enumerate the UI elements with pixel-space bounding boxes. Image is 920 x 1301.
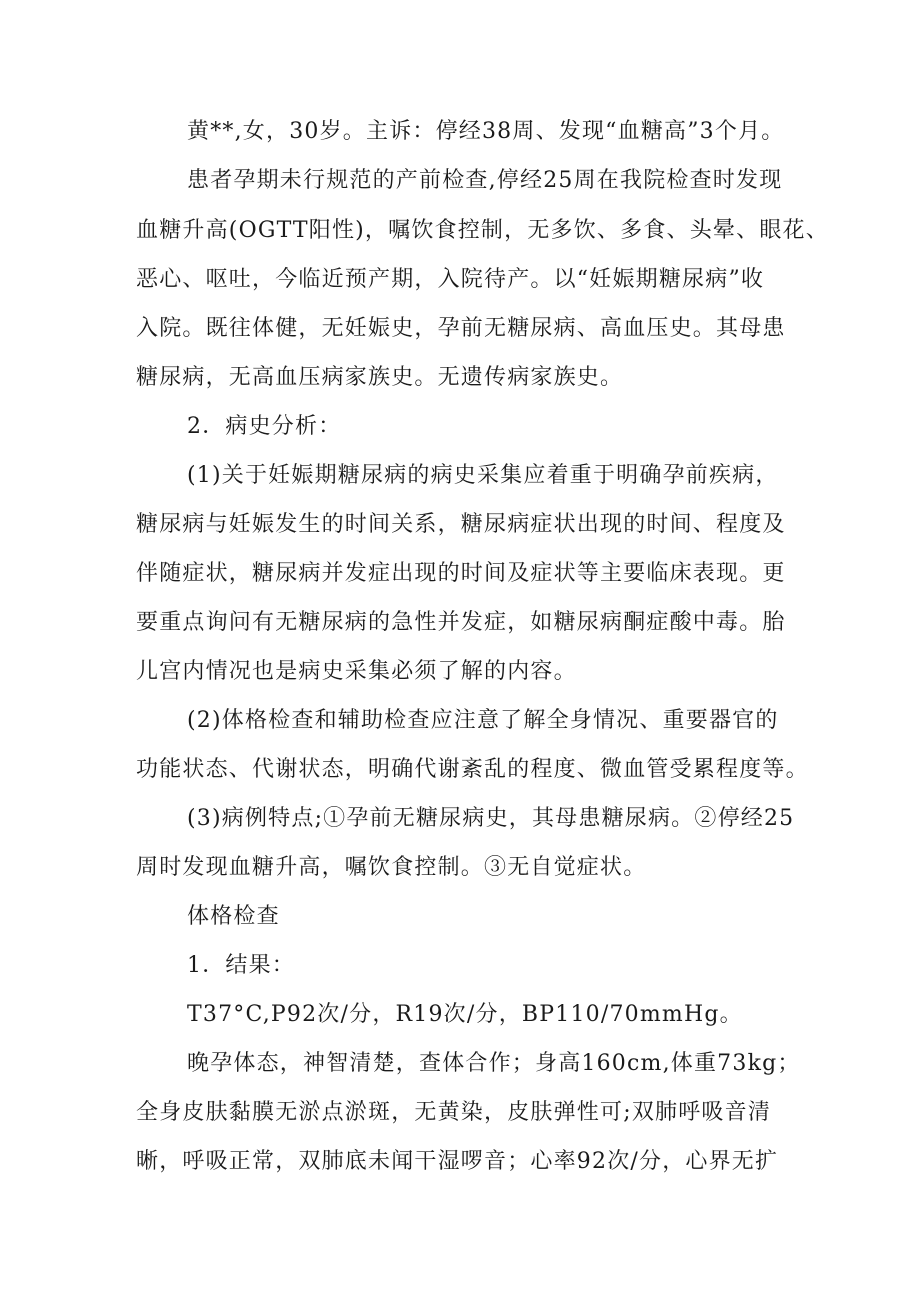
history-paragraph-line-2: 血糖升高(OGTT阳性)，嘱饮食控制，无多饮、多食、头晕、眼花、 (136, 218, 829, 243)
results-heading: 1．结果： (187, 953, 295, 978)
history-paragraph-line-3: 恶心、呕吐，今临近预产期，入院待产。以“妊娠期糖尿病”收 (136, 267, 765, 292)
analysis-point-3-line-1: (3)病例特点;①孕前无糖尿病史，其母患糖尿病。②停经25 (187, 806, 795, 831)
history-paragraph-line-5: 糖尿病，无高血压病家族史。无遗传病家族史。 (136, 365, 624, 390)
patient-intro-line: 黄**,女，30岁。主诉：停经38周、发现“血糖高”3个月。 (187, 119, 785, 144)
exam-paragraph-line-1: 晚孕体态，神智清楚，查体合作；身高160cm,体重73kg； (187, 1051, 801, 1076)
analysis-point-1-line-2: 糖尿病与妊娠发生的时间关系，糖尿病症状出现的时间、程度及 (136, 512, 786, 537)
vital-signs-line: T37°C,P92次/分，R19次/分，BP110/70mmHg。 (187, 1002, 743, 1027)
analysis-point-1-line-3: 伴随症状，糖尿病并发症出现的时间及症状等主要临床表现。更 (136, 561, 786, 586)
analysis-point-2-line-1: (2)体格检查和辅助检查应注意了解全身情况、重要器官的 (187, 708, 779, 733)
analysis-point-2-line-2: 功能状态、代谢状态，明确代谢紊乱的程度、微血管受累程度等。 (136, 757, 809, 782)
analysis-point-3-line-2: 周时发现血糖升高，嘱饮食控制。③无自觉症状。 (136, 855, 647, 880)
exam-paragraph-line-3: 晰，呼吸正常，双肺底未闻干湿啰音；心率92次/分，心界无扩 (136, 1149, 779, 1174)
history-paragraph-line-4: 入院。既往体健，无妊娠史，孕前无糖尿病、高血压史。其母患 (136, 316, 786, 341)
exam-paragraph-line-2: 全身皮肤黏膜无淤点淤斑，无黄染，皮肤弹性可;双肺呼吸音清 (136, 1100, 772, 1125)
analysis-point-1-line-4: 要重点询问有无糖尿病的急性并发症，如糖尿病酮症酸中毒。胎 (136, 610, 786, 635)
analysis-point-1-line-1: (1)关于妊娠期糖尿病的病史采集应着重于明确孕前疾病， (187, 463, 779, 488)
section-heading-history-analysis: 2．病史分析： (187, 414, 342, 439)
history-paragraph-line-1: 患者孕期未行规范的产前检查,停经25周在我院检查时发现 (187, 168, 783, 193)
analysis-point-1-line-5: 儿宫内情况也是病史采集必须了解的内容。 (136, 659, 577, 684)
section-heading-physical-exam: 体格检查 (187, 904, 280, 929)
